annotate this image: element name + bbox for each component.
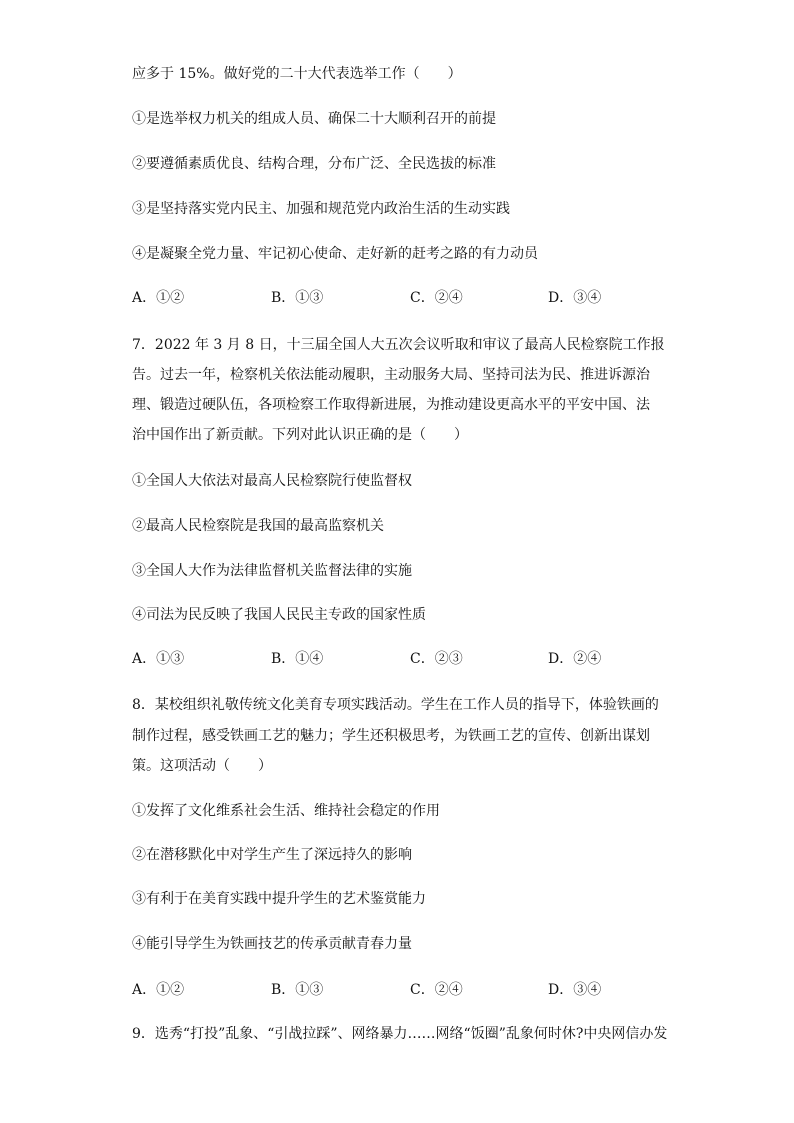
q8-option-c[interactable]: C．②④ — [410, 982, 463, 998]
q8-option-a[interactable]: A．①② — [132, 982, 185, 998]
q6-option-b[interactable]: B．①③ — [271, 290, 324, 306]
q7-stem-line-2: 告。过去一年，检察机关依法能动履职，主动服务大局、坚持司法为民、推进诉源治 — [132, 367, 650, 383]
q7-option-d[interactable]: D．②④ — [548, 651, 602, 667]
q8-stem-line-1: 8．某校组织礼敬传统文化美育专项实践活动。学生在工作人员的指导下，体验铁画的 — [132, 697, 659, 713]
q6-item-4: ④是凝聚全党力量、牢记初心使命、走好新的赶考之路的有力动员 — [132, 246, 538, 262]
q7-stem-line-3: 理、锻造过硬队伍，各项检察工作取得新进展，为推动建设更高水平的平安中国、法 — [132, 397, 650, 413]
q6-option-d[interactable]: D．③④ — [548, 290, 602, 306]
q6-options — [132, 288, 692, 308]
q7-option-c[interactable]: C．②③ — [410, 651, 463, 667]
q7-stem-line-4: 治中国作出了新贡献。下列对此认识正确的是（ ） — [132, 427, 468, 443]
q6-stem-tail: 应多于 15%。做好党的二十大代表选举工作（ ） — [132, 66, 462, 82]
q6-item-3: ③是坚持落实党内民主、加强和规范党内政治生活的生动实践 — [132, 201, 510, 217]
q6-item-1: ①是选举权力机关的组成人员、确保二十大顺利召开的前提 — [132, 111, 496, 127]
q8-item-3: ③有利于在美育实践中提升学生的艺术鉴赏能力 — [132, 891, 426, 907]
q6-option-a[interactable]: A．①② — [132, 290, 185, 306]
q8-stem-line-3: 策。这项活动（ ） — [132, 758, 272, 774]
q8-options — [132, 980, 692, 1000]
q8-stem-line-2: 制作过程，感受铁画工艺的魅力；学生还积极思考，为铁画工艺的宣传、创新出谋划 — [132, 728, 650, 744]
q7-option-a[interactable]: A．①③ — [132, 651, 185, 667]
q9-stem-line-1: 9．选秀“打投”乱象、“引战拉踩”、网络暴力……网络“饭圈”乱象何时休?中央网信办发 — [132, 1026, 668, 1042]
q7-item-3: ③全国人大作为法律监督机关监督法律的实施 — [132, 563, 412, 579]
q6-option-c[interactable]: C．②④ — [410, 290, 463, 306]
q8-item-2: ②在潜移默化中对学生产生了深远持久的影响 — [132, 847, 412, 863]
q8-option-b[interactable]: B．①③ — [271, 982, 324, 998]
q7-option-b[interactable]: B．①④ — [271, 651, 324, 667]
q7-item-2: ②最高人民检察院是我国的最高监察机关 — [132, 518, 384, 534]
q7-stem-line-1: 7．2022 年 3 月 8 日，十三届全国人大五次会议听取和审议了最高人民检察院工作报 — [132, 337, 665, 353]
q7-item-1: ①全国人大依法对最高人民检察院行使监督权 — [132, 473, 412, 489]
q6-item-2: ②要遵循素质优良、结构合理，分布广泛、全民选拔的标准 — [132, 156, 496, 172]
q7-options — [132, 649, 692, 669]
q8-item-1: ①发挥了文化维系社会生活、维持社会稳定的作用 — [132, 803, 440, 819]
q8-option-d[interactable]: D．③④ — [548, 982, 602, 998]
q8-item-4: ④能引导学生为铁画技艺的传承贡献青春力量 — [132, 936, 412, 952]
q7-item-4: ④司法为民反映了我国人民民主专政的国家性质 — [132, 607, 426, 623]
